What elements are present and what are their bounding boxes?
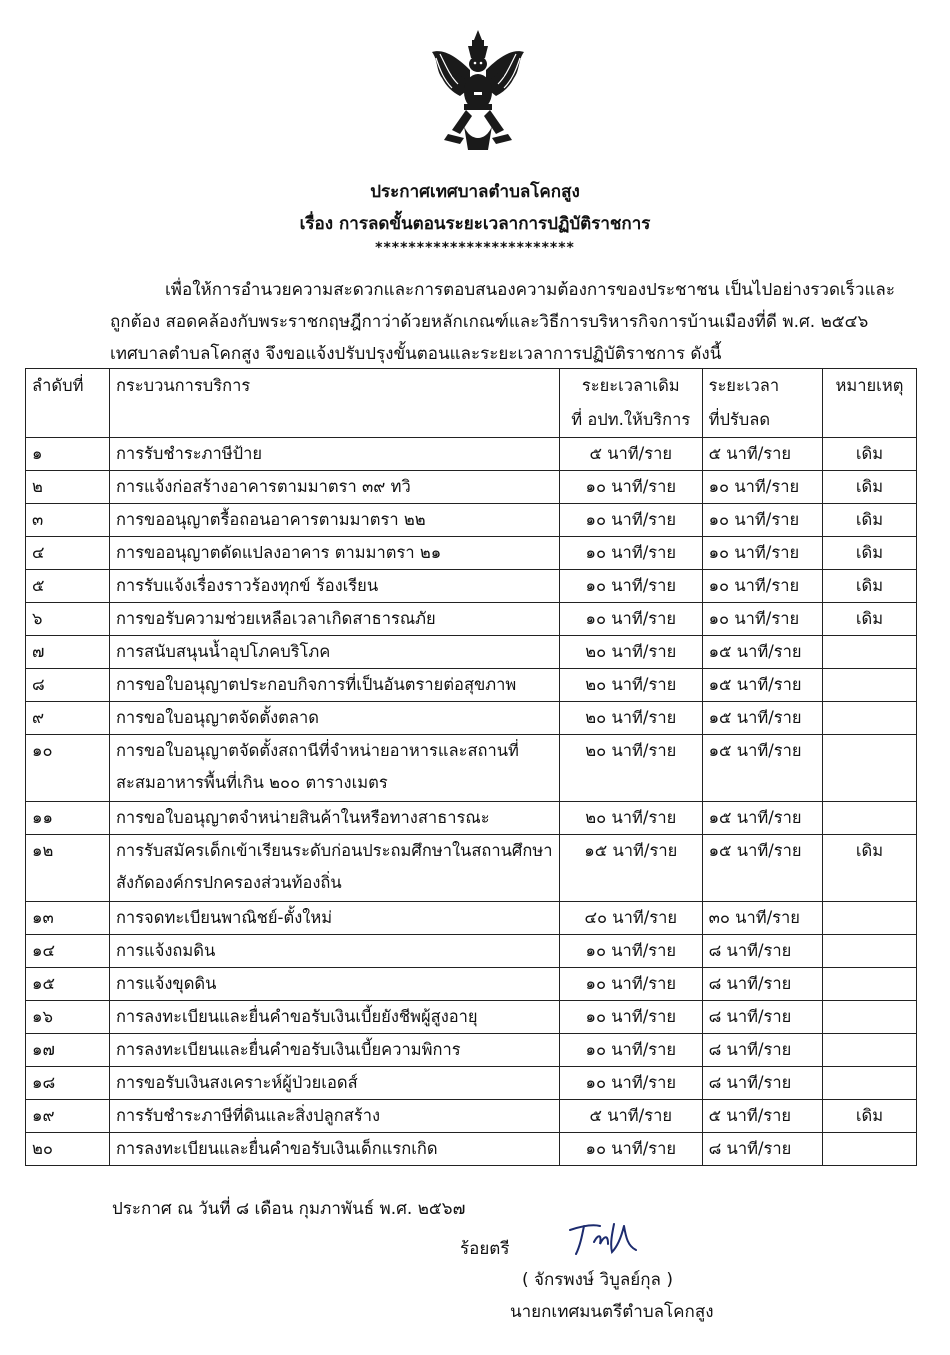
row-number: ๒: [26, 471, 110, 504]
intro-line-1: เพื่อให้การอำนวยความสะดวกและการตอบสนองความต้องการของประชาชน เป็นไปอย่างรวดเร็วและ: [165, 280, 895, 300]
row-number: ๑๗: [26, 1034, 110, 1067]
row-number: ๑๕: [26, 968, 110, 1001]
row-service-line2: สะสมอาหารพื้นที่เกิน ๒๐๐ ตารางเมตร: [115, 773, 388, 792]
row-service: [109, 935, 559, 968]
row-service: [109, 438, 559, 471]
row-old-time: ๒๐ นาที/ราย: [559, 702, 702, 735]
row-service-line1: การลงทะเบียนและยื่นคำขอรับเงินเบี้ยยังชีพผู้สูงอายุ: [115, 1007, 478, 1026]
table-header-row: [26, 369, 917, 438]
row-service-line1: การแจ้งขุดดิน: [115, 974, 217, 993]
header-new-time-line2: ที่ปรับลด: [708, 410, 771, 429]
header-note: หมายเหตุ: [822, 369, 916, 438]
row-note: เดิม: [822, 438, 916, 471]
row-service-line1: การจดทะเบียนพาณิชย์-ตั้งใหม่: [115, 908, 333, 927]
row-new-time: ๑๐ นาที/ราย: [702, 471, 822, 504]
table-row: [26, 1001, 917, 1034]
row-service-line1: การขออนุญาตดัดแปลงอาคาร ตามมาตรา ๒๑: [115, 543, 442, 562]
table-row: [26, 902, 917, 935]
row-service-line1: การรับชำระภาษีป้าย: [115, 444, 263, 463]
row-old-time: ๑๐ นาที/ราย: [559, 570, 702, 603]
row-service-line1: การรับสมัครเด็กเข้าเรียนระดับก่อนประถมศึกษาในสถานศึกษา: [115, 841, 553, 860]
row-note: [822, 1001, 916, 1034]
row-service-line1: การขอใบอนุญาตจัดตั้งตลาด: [115, 708, 319, 727]
row-new-time: ๑๕ นาที/ราย: [702, 802, 822, 835]
row-service: [109, 669, 559, 702]
row-new-time: ๘ นาที/ราย: [702, 1067, 822, 1100]
row-service-line1: การขออนุญาตรื้อถอนอาคารตามมาตรา ๒๒: [115, 510, 426, 529]
row-service-line1: การลงทะเบียนและยื่นคำขอรับเงินเด็กแรกเกิด: [115, 1139, 438, 1158]
row-note: [822, 968, 916, 1001]
row-service: [109, 1067, 559, 1100]
row-new-time: ๘ นาที/ราย: [702, 935, 822, 968]
table-row: [26, 636, 917, 669]
row-number: ๑๑: [26, 802, 110, 835]
table-row: [26, 471, 917, 504]
row-new-time: ๘ นาที/ราย: [702, 1034, 822, 1067]
row-old-time: ๑๐ นาที/ราย: [559, 1001, 702, 1034]
row-service: [109, 471, 559, 504]
row-old-time: ๕ นาที/ราย: [559, 438, 702, 471]
separator: ************************: [375, 240, 575, 256]
row-service-line1: การรับแจ้งเรื่องราวร้องทุกข์ ร้องเรียน: [115, 576, 379, 595]
row-service-line1: การสนับสนุนน้ำอุปโภคบริโภค: [115, 642, 331, 661]
row-old-time: ๕ นาที/ราย: [559, 1100, 702, 1133]
table-row: [26, 735, 917, 802]
row-note: [822, 802, 916, 835]
row-service: [109, 1133, 559, 1166]
row-new-time: ๘ นาที/ราย: [702, 968, 822, 1001]
row-note: เดิม: [822, 504, 916, 537]
row-old-time: ๑๐ นาที/ราย: [559, 1067, 702, 1100]
row-service-line1: การขอรับความช่วยเหลือเวลาเกิดสาธารณภัย: [115, 609, 436, 628]
row-service-line1: การแจ้งถมดิน: [115, 941, 216, 960]
table-row: [26, 1133, 917, 1166]
row-note: [822, 702, 916, 735]
row-number: ๑๒: [26, 835, 110, 902]
row-new-time: ๑๕ นาที/ราย: [702, 669, 822, 702]
row-note: [822, 669, 916, 702]
row-old-time: ๑๐ นาที/ราย: [559, 968, 702, 1001]
intro-line-2: ถูกต้อง สอดคล้องกับพระราชกฤษฎีกาว่าด้วยหลักเกณฑ์และวิธีการบริหารกิจการบ้านเมืองที่ดี พ.ศ. ๒๕๔๖: [110, 312, 869, 332]
row-service: [109, 537, 559, 570]
row-service: [109, 968, 559, 1001]
row-service: [109, 1100, 559, 1133]
row-service-line1: การรับชำระภาษีที่ดินและสิ่งปลูกสร้าง: [115, 1106, 381, 1125]
row-note: เดิม: [822, 570, 916, 603]
row-service: [109, 1034, 559, 1067]
header-service: กระบวนการบริการ: [109, 369, 559, 438]
row-service: [109, 570, 559, 603]
row-number: ๑๘: [26, 1067, 110, 1100]
row-service: [109, 1001, 559, 1034]
row-note: [822, 902, 916, 935]
row-number: ๗: [26, 636, 110, 669]
row-number: ๑: [26, 438, 110, 471]
row-note: [822, 636, 916, 669]
row-number: ๑๔: [26, 935, 110, 968]
announcement-date: ประกาศ ณ วันที่ ๘ เดือน กุมภาพันธ์ พ.ศ. ๒๕๖๗: [112, 1199, 466, 1219]
row-note: เดิม: [822, 835, 916, 902]
row-new-time: ๑๐ นาที/ราย: [702, 504, 822, 537]
intro-line-3: เทศบาลตำบลโคกสูง จึงขอแจ้งปรับปรุงขั้นตอนและระยะเวลาการปฏิบัติราชการ ดังนี้: [110, 344, 722, 364]
table-row: [26, 438, 917, 471]
table-row: [26, 1034, 917, 1067]
row-service: [109, 504, 559, 537]
row-number: ๑๐: [26, 735, 110, 802]
row-new-time: ๕ นาที/ราย: [702, 438, 822, 471]
row-service: [109, 603, 559, 636]
row-new-time: ๑๕ นาที/ราย: [702, 636, 822, 669]
table-row: [26, 802, 917, 835]
row-number: ๘: [26, 669, 110, 702]
row-number: ๓: [26, 504, 110, 537]
row-number: ๒๐: [26, 1133, 110, 1166]
garuda-emblem-icon: [430, 30, 526, 158]
row-old-time: ๔๐ นาที/ราย: [559, 902, 702, 935]
row-new-time: ๑๕ นาที/ราย: [702, 835, 822, 902]
row-number: ๑๓: [26, 902, 110, 935]
row-old-time: ๒๐ นาที/ราย: [559, 669, 702, 702]
row-old-time: ๑๐ นาที/ราย: [559, 537, 702, 570]
row-old-time: ๒๐ นาที/ราย: [559, 802, 702, 835]
row-service: [109, 702, 559, 735]
row-service-line1: การแจ้งก่อสร้างอาคารตามมาตรา ๓๙ ทวิ: [115, 477, 411, 496]
row-service: [109, 636, 559, 669]
row-note: เดิม: [822, 603, 916, 636]
table-row: [26, 935, 917, 968]
row-old-time: ๑๐ นาที/ราย: [559, 471, 702, 504]
row-old-time: ๑๕ นาที/ราย: [559, 835, 702, 902]
table-row: [26, 603, 917, 636]
announcement-subject: เรื่อง การลดขั้นตอนระยะเวลาการปฏิบัติราชการ: [299, 214, 651, 234]
row-new-time: ๓๐ นาที/ราย: [702, 902, 822, 935]
row-old-time: ๑๐ นาที/ราย: [559, 603, 702, 636]
row-old-time: ๒๐ นาที/ราย: [559, 636, 702, 669]
table-row: [26, 702, 917, 735]
signer-name: ( จักรพงษ์ วิบูลย์กุล ): [522, 1270, 673, 1290]
row-old-time: ๒๐ นาที/ราย: [559, 735, 702, 802]
row-new-time: ๘ นาที/ราย: [702, 1133, 822, 1166]
table-row: [26, 504, 917, 537]
header-old-time-line2: ที่ อปท.ให้บริการ: [571, 410, 691, 429]
row-service-line1: การขอรับเงินสงเคราะห์ผู้ป่วยเอดส์: [115, 1073, 358, 1092]
row-new-time: ๑๐ นาที/ราย: [702, 603, 822, 636]
table-row: [26, 835, 917, 902]
table-row: [26, 1100, 917, 1133]
row-note: [822, 935, 916, 968]
table-row: [26, 968, 917, 1001]
row-service: [109, 902, 559, 935]
row-old-time: ๑๐ นาที/ราย: [559, 1034, 702, 1067]
row-number: ๑๙: [26, 1100, 110, 1133]
row-note: [822, 735, 916, 802]
table-row: [26, 570, 917, 603]
row-service-line1: การขอใบอนุญาตจำหน่ายสินค้าในหรือทางสาธารณะ: [115, 808, 490, 827]
table-row: [26, 669, 917, 702]
row-service-line2: สังกัดองค์กรปกครองส่วนท้องถิ่น: [115, 873, 342, 892]
row-new-time: ๑๕ นาที/ราย: [702, 702, 822, 735]
row-note: [822, 1034, 916, 1067]
header-old-time-line1: ระยะเวลาเดิม: [581, 376, 680, 395]
row-note: เดิม: [822, 1100, 916, 1133]
row-old-time: ๑๐ นาที/ราย: [559, 504, 702, 537]
header-new-time-line1: ระยะเวลา: [708, 376, 780, 395]
header-no: ลำดับที่: [26, 369, 110, 438]
table-row: [26, 537, 917, 570]
row-new-time: ๕ นาที/ราย: [702, 1100, 822, 1133]
announcement-title: ประกาศเทศบาลตำบลโคกสูง: [370, 182, 580, 202]
row-service: [109, 835, 559, 902]
row-new-time: ๑๐ นาที/ราย: [702, 537, 822, 570]
signer-position: นายกเทศมนตรีตำบลโคกสูง: [510, 1302, 714, 1322]
row-service: [109, 735, 559, 802]
row-note: [822, 1133, 916, 1166]
row-service-line1: การลงทะเบียนและยื่นคำขอรับเงินเบี้ยความพิการ: [115, 1040, 461, 1059]
signer-rank: ร้อยตรี: [460, 1239, 510, 1259]
header-old-time: [559, 369, 702, 438]
table-row: [26, 1067, 917, 1100]
row-number: ๕: [26, 570, 110, 603]
row-service-line1: การขอใบอนุญาตประกอบกิจการที่เป็นอันตรายต่อสุขภาพ: [115, 675, 517, 694]
row-number: ๖: [26, 603, 110, 636]
row-service: [109, 802, 559, 835]
row-service-line1: การขอใบอนุญาตจัดตั้งสถานีที่จำหน่ายอาหารและสถานที่: [115, 741, 519, 760]
row-new-time: ๑๕ นาที/ราย: [702, 735, 822, 802]
row-old-time: ๑๐ นาที/ราย: [559, 1133, 702, 1166]
header-new-time: [702, 369, 822, 438]
row-new-time: ๑๐ นาที/ราย: [702, 570, 822, 603]
row-number: ๙: [26, 702, 110, 735]
service-time-table: [25, 368, 917, 1166]
row-number: ๑๖: [26, 1001, 110, 1034]
row-new-time: ๘ นาที/ราย: [702, 1001, 822, 1034]
row-old-time: ๑๐ นาที/ราย: [559, 935, 702, 968]
row-number: ๔: [26, 537, 110, 570]
row-note: เดิม: [822, 471, 916, 504]
row-note: เดิม: [822, 537, 916, 570]
signature-mark: [566, 1220, 646, 1258]
row-note: [822, 1067, 916, 1100]
